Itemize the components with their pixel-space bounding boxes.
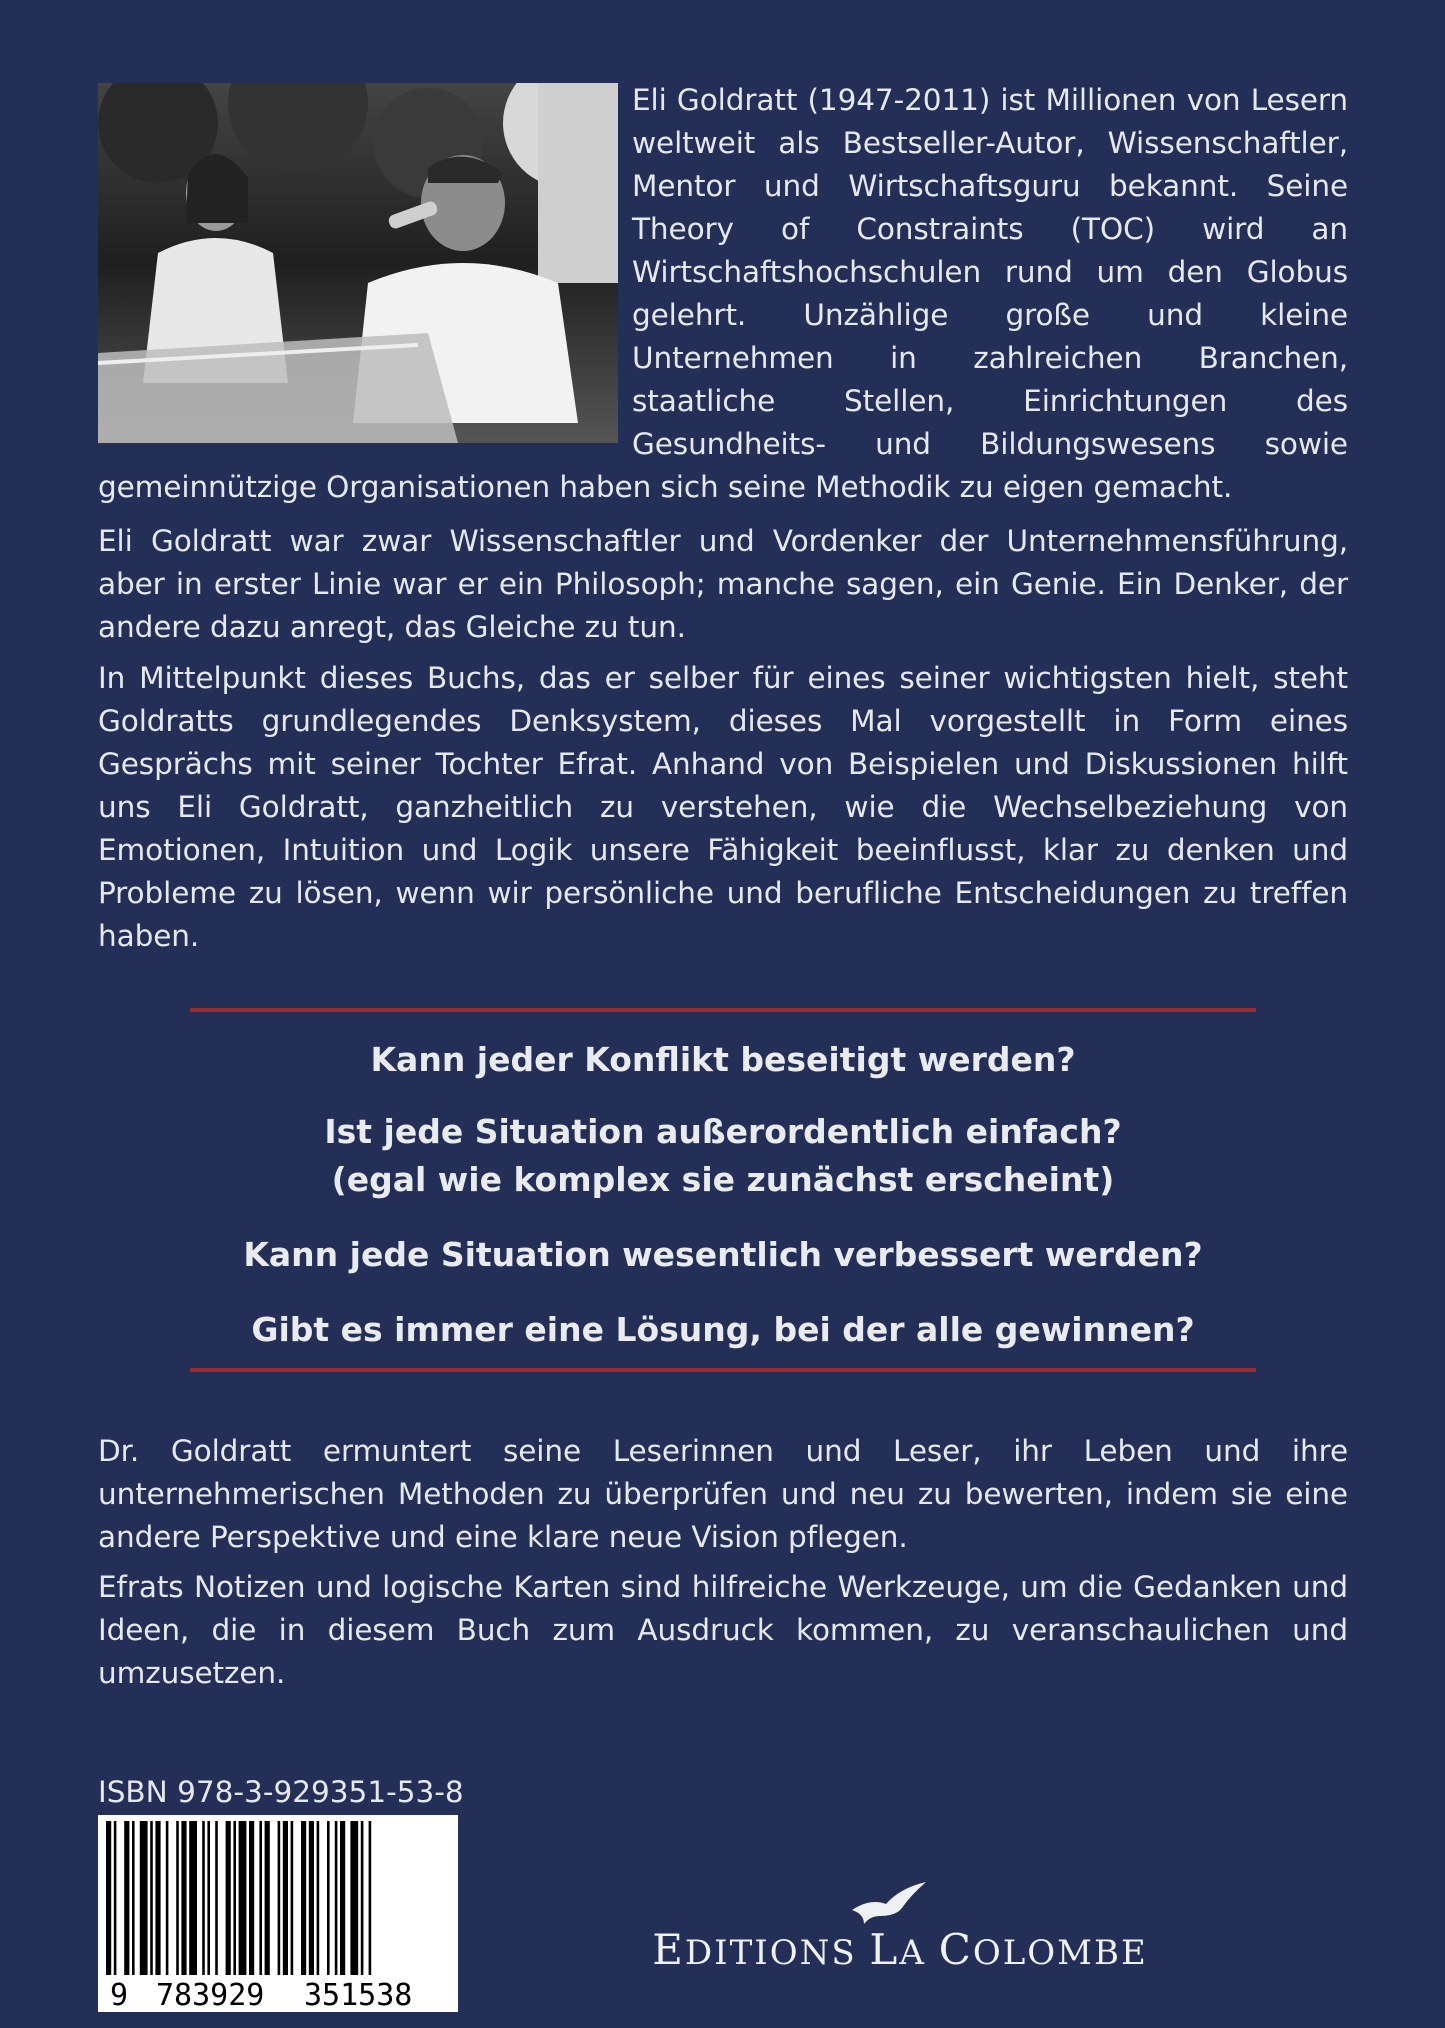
barcode-bar — [155, 1821, 160, 1979]
barcode-bar — [150, 1821, 153, 1979]
publisher-word-1: DITIONS — [684, 1933, 857, 1973]
barcode-bar — [181, 1821, 186, 1979]
barcode-bar — [327, 1821, 330, 1979]
barcode-bar — [226, 1821, 231, 1979]
barcode-bar — [124, 1821, 129, 1979]
publisher-word-2: A — [899, 1933, 926, 1973]
barcode — [98, 1815, 458, 2012]
publisher-logo — [640, 1925, 1160, 1974]
barcode-bar — [140, 1821, 148, 1979]
bottom-divider — [190, 1368, 1256, 1372]
barcode-bar — [291, 1821, 294, 1979]
barcode-bar — [215, 1821, 218, 1979]
paragraph-5: Efrats Notizen und logische Karten sind hilfreiche Werkzeuge, um die Gedanken und Ideen, die in diesem Buch zum Ausdruck kommen, zu veranschaulichen und umzusetzen. — [98, 1570, 1348, 1690]
question-4: Gibt es immer eine Lösung, bei der alle gewinnen? — [251, 1310, 1195, 1349]
intro-text: Eli Goldratt (1947-2011) ist Millionen von Lesern weltweit als Bestseller-Autor, Wissenschaftler, Mentor und Wirtschaftsguru bekannt. Seine Theory of Constraints (TOC) wird an Wirtschaftshochschulen rund um den Globus gelehrt. Unzählige große und kleine Unternehmen in zahlreichen Branchen, staatliche Stellen, Einrichtungen des Gesundheits- und Bildungswesens sowie gemeinnützige Organisationen haben sich seine Methodik zu eigen gemacht. — [98, 83, 1348, 504]
barcode-digits-left: 783929 — [156, 1978, 265, 2012]
barcode-bar — [278, 1821, 281, 1979]
paragraph-2: Eli Goldratt war zwar Wissenschaftler und Vordenker der Unternehmensführung, aber in erster Linie war er ein Philosoph; manche sagen, ein Genie. Ein Denker, der andere dazu anregt, das Gleiche zu tun. — [98, 524, 1348, 644]
question-1: Kann jeder Konflikt beseitigt werden? — [370, 1040, 1076, 1079]
barcode-bar — [309, 1821, 314, 1979]
question-2-subtitle: (egal wie komplex sie zunächst erscheint) — [331, 1160, 1115, 1199]
publisher-initial-l: L — [869, 1925, 900, 1974]
barcode-bar — [176, 1821, 179, 1979]
intro-paragraph — [98, 79, 1348, 509]
barcode-bar — [283, 1821, 288, 1979]
barcode-bar — [106, 1821, 111, 1979]
paragraph-3: In Mittelpunkt dieses Buchs, das er selber für eines seiner wichtigsten hielt, steht Goldratts grundlegendes Denksystem, dieses Mal vorgestellt in Form eines Gesprächs mit seiner Tochter Efrat. Anhand von Beispielen und Diskussionen hilft uns Eli Goldratt, ganzheitlich zu verstehen, wie die Wechselbeziehung von Emotionen, Intuition und Logik unsere Fähigkeit beeinflusst, klar zu denken und Probleme zu lösen, wenn wir persönliche und berufliche Entscheidungen zu treffen haben. — [98, 661, 1348, 953]
barcode-bar — [265, 1821, 270, 1979]
barcode-bar — [132, 1821, 135, 1979]
barcode-bar — [233, 1821, 236, 1979]
barcode-bar — [239, 1821, 247, 1979]
paragraph-4: Dr. Goldratt ermuntert seine Leserinnen und Leser, ihr Leben und ihre unternehmerischen Methoden zu überprüfen und neu zu bewerten, indem sie eine andere Perspektive und eine klare neue Vision pflegen. — [98, 1434, 1348, 1554]
barcode-digit-first: 9 — [110, 1978, 129, 2012]
barcode-bar — [166, 1821, 169, 1979]
publisher-initial-e: E — [652, 1925, 685, 1974]
barcode-bar — [189, 1821, 197, 1979]
publisher-word-3: OLOMBE — [972, 1933, 1148, 1973]
question-3: Kann jede Situation wesentlich verbessert werden? — [243, 1235, 1203, 1274]
barcode-bar — [340, 1821, 345, 1979]
barcode-digits-right: 351538 — [304, 1978, 413, 2012]
barcode-bar — [207, 1821, 210, 1979]
isbn-label: ISBN 978-3-929351-53-8 — [98, 1775, 464, 1809]
dove-logo-icon — [850, 1880, 930, 1930]
barcode-bar — [335, 1821, 338, 1979]
barcode-bar — [350, 1821, 358, 1979]
barcode-bar — [202, 1821, 205, 1979]
barcode-bar — [369, 1821, 372, 1979]
barcode-bar — [114, 1821, 117, 1979]
barcode-bar — [249, 1821, 254, 1979]
barcode-bar — [317, 1821, 320, 1979]
top-divider — [190, 1008, 1256, 1012]
barcode-bar — [301, 1821, 306, 1979]
question-2: Ist jede Situation außerordentlich einfach? — [324, 1112, 1122, 1151]
publisher-initial-c: C — [938, 1925, 973, 1974]
barcode-bar — [259, 1821, 262, 1979]
barcode-bar — [361, 1821, 364, 1979]
